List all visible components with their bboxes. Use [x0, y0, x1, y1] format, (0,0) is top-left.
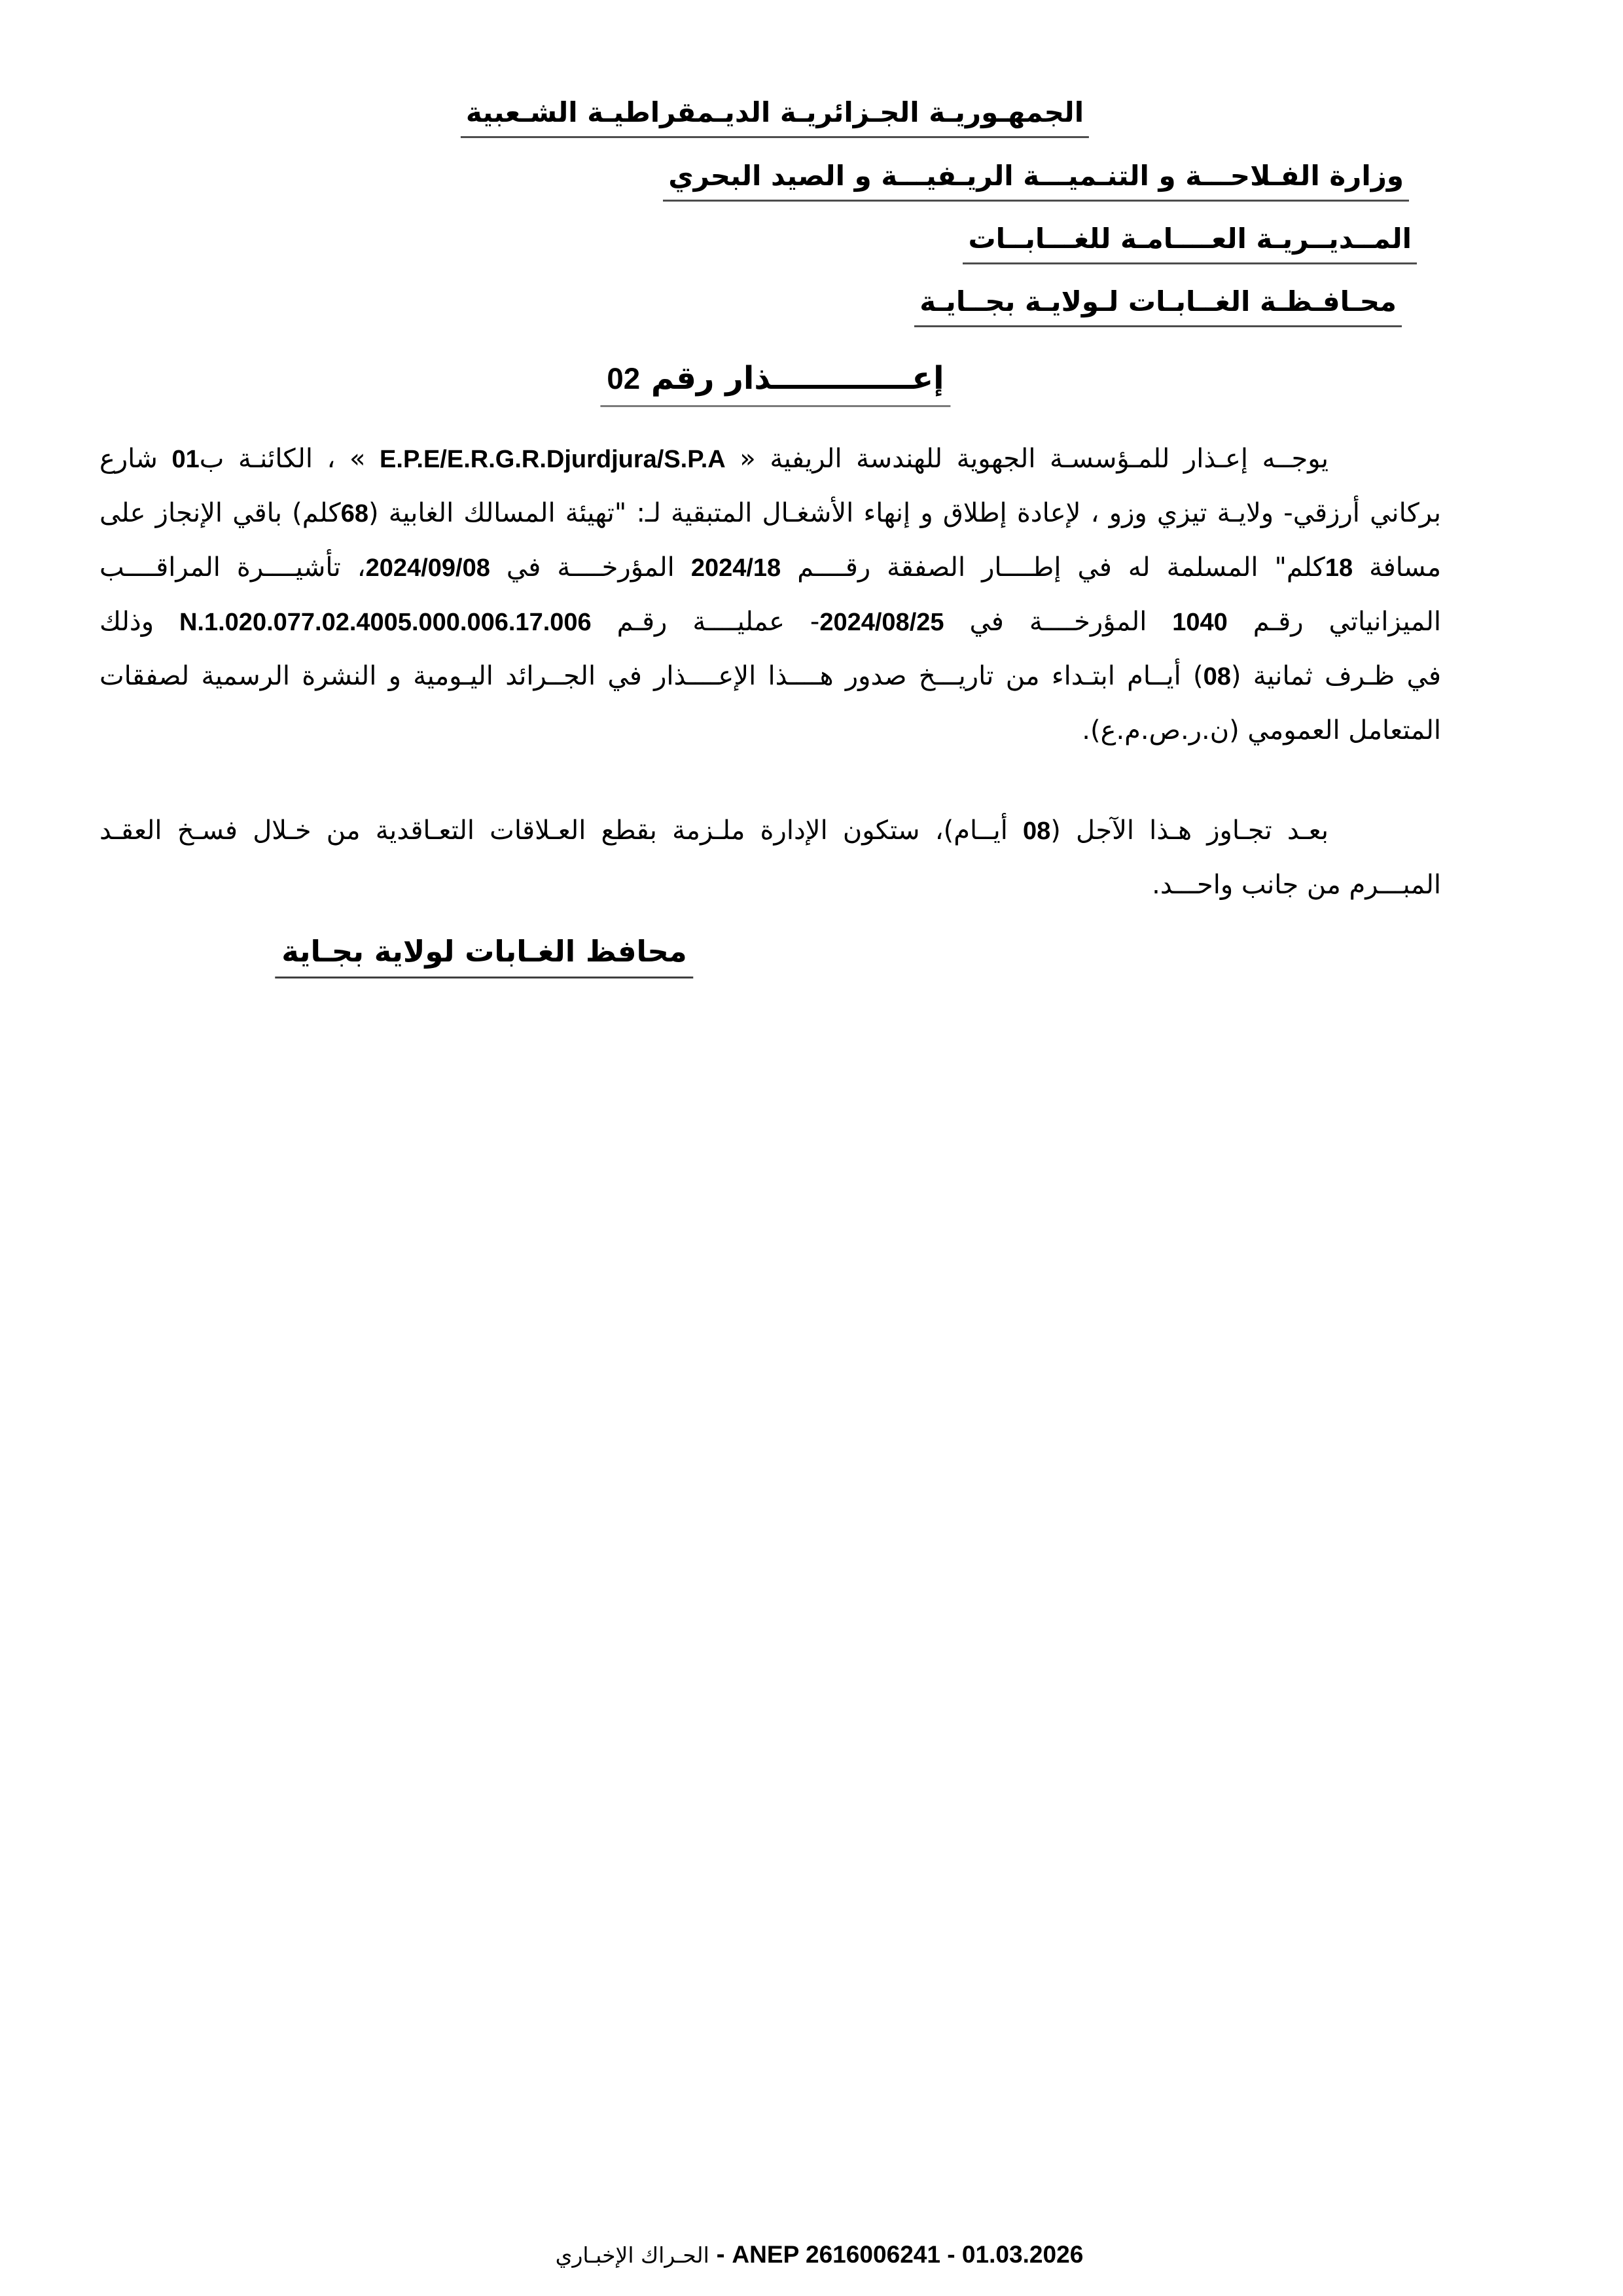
notice-title: [600, 361, 950, 407]
arabic-text-segment: أيــام)، ستكون الإدارة ملـزمة بقطع العـلاقات التعـاقدية من خـلال فسـخ العقـد: [99, 816, 1024, 846]
arabic-text-segment: المؤرخــــة في: [944, 607, 1173, 637]
anep-footer: [556, 2240, 1084, 2270]
body-line-7: [99, 804, 1441, 858]
arabic-text-segment: - عمليــــة رقـم: [591, 607, 820, 637]
body-line-6: [99, 704, 1441, 758]
arabic-text-segment: مسافة: [1353, 552, 1441, 583]
arabic-text-segment: الحـراك الإخبـاري: [555, 2242, 709, 2268]
arabic-text-segment: وذلك: [99, 607, 179, 637]
arabic-text-segment: كلم" المسلمة له في إطــــار الصفقة رقــــم: [781, 552, 1325, 583]
arabic-text-segment: الميزانياتي رقـم: [1227, 607, 1441, 637]
body-line-4: [99, 595, 1441, 649]
latin-text-segment: 01: [171, 446, 200, 473]
notice-paragraph-2: [99, 804, 1441, 912]
latin-text-segment: 08: [1203, 663, 1231, 691]
latin-text-segment: 68: [340, 500, 368, 528]
arabic-text-segment: يوجــه إعـذار للمـؤسسـة الجهوية للهندسة الريفية «: [725, 444, 1329, 474]
arabic-text-segment: المبـــرم من جانب واحـــد.: [1152, 870, 1441, 900]
latin-text-segment: 02: [607, 362, 641, 395]
header-line-forests-directorate: المــديــريـة العــــامـة للغـــابــات: [963, 223, 1417, 264]
arabic-text-segment: شارع: [99, 444, 172, 474]
latin-text-segment: 2024/09/08: [365, 554, 490, 582]
latin-text-segment: ANEP 2616006241 - 01.03.2026: [732, 2240, 1084, 2268]
latin-text-segment: 18: [1325, 554, 1353, 582]
arabic-text-segment: ) أيــام ابتـداء من تاريـــخ صدور هــــذا الإعــــذار في الجــرائد اليـومية و النشرة الرسمية لصفقات: [99, 661, 1204, 691]
arabic-text-segment: بعـد تجـاوز هـذا الآجل (: [1050, 816, 1329, 846]
latin-text-segment: N.1.020.077.02.4005.000.006.17.006: [179, 609, 592, 636]
arabic-text-segment: » ، الكائنـة ب: [199, 444, 380, 474]
arabic-text-segment: في ظـرف ثمانية (: [1230, 661, 1441, 691]
body-line-2: [99, 486, 1441, 541]
header-line-republic: الجمهـوريـة الجـزائريـة الديـمقراطيـة الشـعبية: [461, 97, 1089, 138]
latin-text-segment: 2024/08/25: [819, 609, 944, 636]
header-line-ministry: وزارة الفـلاحـــة و التنـميـــة الريـفيـــة و الصيد البحري: [663, 160, 1409, 202]
body-line-8: [99, 858, 1441, 912]
header-line-forests-conservation: محـافـظـة الغــابـات لـولايـة بجــايـة: [914, 286, 1402, 327]
arabic-text-segment: ، تأشيــــرة المراقــــب: [99, 552, 366, 583]
body-line-3: [99, 541, 1441, 595]
arabic-text-segment: كلم) باقي الإنجاز على: [99, 498, 341, 528]
body-line-1: [99, 432, 1441, 486]
notice-paragraph-1: [99, 432, 1441, 758]
arabic-text-segment: -: [709, 2240, 732, 2269]
arabic-text-segment: المتعامل العمومي (ن.ر.ص.م.ع).: [1082, 715, 1441, 745]
latin-text-segment: 2024/18: [690, 554, 781, 582]
latin-text-segment: 08: [1023, 817, 1051, 845]
latin-text-segment: E.P.E/E.R.G.R.Djurdjura/S.P.A: [380, 446, 726, 473]
body-line-5: [99, 649, 1441, 704]
arabic-text-segment: بركاني أرزقي- ولايـة تيزي وزو ، لإعادة إطلاق و إنهاء الأشغـال المتبقية لـ: "تهيئة المسالك الغابية (: [368, 498, 1441, 528]
arabic-text-segment: المؤرخــــة في: [490, 552, 691, 583]
signature-title: محافظ الغـابات لولاية بجـاية: [275, 935, 693, 978]
arabic-text-segment: إعـــــــــــــذار رقم: [640, 360, 944, 397]
latin-text-segment: 1040: [1172, 609, 1228, 636]
